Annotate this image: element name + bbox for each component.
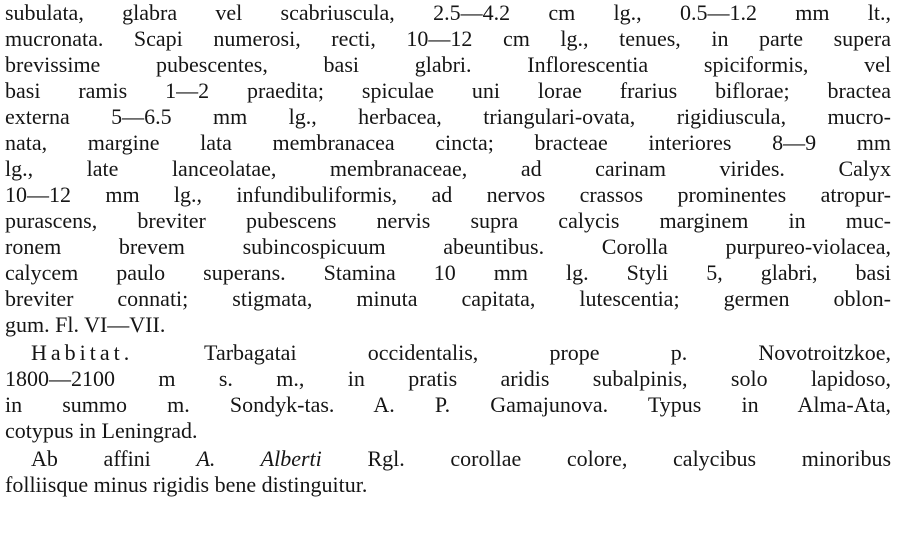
text-line: ronem brevem subincospicuum abeuntibus. Corolla purpureo-violacea, — [5, 234, 891, 259]
text-line: lg., late lanceolatae, membranaceae, ad carinam virides. Calyx — [5, 156, 891, 181]
text-line: purascens, breviter pubescens nervis supra calycis marginem in muc- — [5, 208, 891, 233]
text-line: externa 5—6.5 mm lg., herbacea, triangulari-ovata, rigidiuscula, mucro- — [5, 104, 891, 129]
text-line: gum. Fl. VI—VII. — [5, 312, 166, 337]
text-line: nata, margine lata membranacea cincta; bracteae interiores 8—9 mm — [5, 130, 891, 155]
text-line: cotypus in Leningrad. — [5, 418, 198, 443]
text-line: breviter connati; stigmata, minuta capitata, lutescentia; germen oblon- — [5, 286, 891, 311]
text-line: in summo m. Sondyk-tas. A. P. Gamajunova. Typus in Alma-Ata, — [5, 392, 891, 417]
text-line: mucronata. Scapi numerosi, recti, 10—12 cm lg., tenues, in parte supera — [5, 26, 891, 51]
affinity-first-line-text: Rgl. corollae colore, calycibus minoribus — [367, 446, 892, 471]
species-name-italic: A. Alberti — [196, 446, 322, 471]
text-line: 1800—2100 m s. m., in pratis aridis subalpinis, solo lapidoso, — [5, 366, 891, 391]
text-line: calycem paulo superans. Stamina 10 mm lg. Styli 5, glabri, basi — [5, 260, 891, 285]
affinity-first-line — [31, 446, 891, 472]
text-line: folliisque minus rigidis bene distinguitur. — [5, 472, 368, 497]
text-line: subulata, glabra vel scabriuscula, 2.5—4.2 cm lg., 0.5—1.2 mm lt., — [5, 0, 891, 25]
habitat-first-line-text: Tarbagatai occidentalis, prope p. Novotroitzkoe, — [204, 340, 891, 365]
document-page — [5, 0, 893, 544]
affinity-prefix: Ab affini — [31, 446, 151, 471]
text-line: 10—12 mm lg., infundibuliformis, ad nervos crassos prominentes atropur- — [5, 182, 891, 207]
habitat-first-line — [31, 340, 891, 366]
habitat-heading: Habitat. — [31, 340, 134, 365]
text-line: basi ramis 1—2 praedita; spiculae uni lorae frarius biflorae; bractea — [5, 78, 891, 103]
text-line: brevissime pubescentes, basi glabri. Inflorescentia spiciformis, vel — [5, 52, 891, 77]
